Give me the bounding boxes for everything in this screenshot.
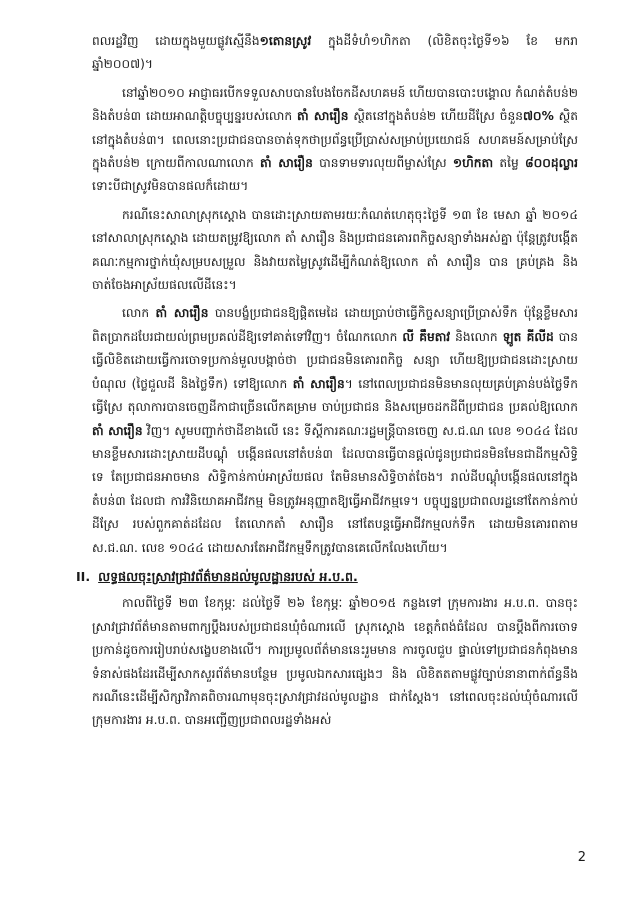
- text-run-bold: តាំ សារឿន: [260, 156, 313, 171]
- text-run-bold: ឡូត គីលីដ: [502, 329, 554, 344]
- text-run: ករណីនេះសាលាស្រុកស្តោង បានដោះស្រាយតាមរយៈកំណត់ហេតុចុះថ្ងៃទី ១៣ ខែ មេសា ឆ្នាំ ២០១៤ នៅសាលាស្រុកស្តោង ដោយតម្រូវឱ្យលោក តាំ សារឿន និងប្រជាជនគោរពកិច្ចសន្យាទាំងអស់គ្នា ប៉ុន្តែត្រូវបង្កើតគណៈកម្មការថ្នាក់ឃុំសម្របសម្រួល និងវាយតម្លៃស្រូវដើម្បីកំណត់ឱ្យលោក តាំ សារឿន បាន គ្រប់គ្រង និងចាត់ចែងអាស្រ័យផលលើដីនេះ។: [92, 207, 578, 293]
- text-run: ទោះបីជាស្រូវមិនបានផលក៏ដោយ។: [92, 179, 249, 194]
- paragraph-4: [92, 302, 578, 559]
- text-run: លោក: [122, 306, 156, 321]
- section-title: លទ្ធផលចុះស្រាវជ្រាវព័ត៌មានដល់មូលដ្ឋានរបស់ អ.ប.ព.: [98, 568, 358, 584]
- text-run-bold: លី គឹមតាវ: [402, 329, 451, 344]
- text-run-bold: ៧០%: [522, 109, 554, 124]
- paragraph-5: [92, 592, 578, 732]
- text-run-bold: ១ហិកតា: [452, 156, 494, 171]
- text-run: បានធ្វើលិខិតដោយធ្វើការចោទប្រកាន់មួលបង្កាច់ថា ប្រជាជនមិនគោរពកិច្ច សន្យា ហើយឱ្យប្រជាជនដោះស្រាយបំណុល (ថ្លៃជួលដី និងថ្លៃទឹក) ទៅឱ្យលោក: [92, 329, 578, 391]
- text-run: ក្នុងដីទំហំ១ហិកតា (លិខិតចុះថ្ងៃទី១៦ ខែ មករា ឆ្នាំ២០០៧)។: [92, 34, 578, 72]
- text-run-bold: តាំ សារឿន: [155, 306, 209, 321]
- text-run-bold: តាំ សារឿន: [297, 109, 349, 124]
- paragraph-2: [92, 82, 578, 199]
- text-run: បានទាមទារលុយពីម្ចាស់ស្រែ: [312, 156, 453, 171]
- text-run: និងលោក: [450, 329, 503, 344]
- text-run: ស្ថិតនៅក្នុងតំបន់២ ហើយដីស្រែ ចំនួន: [348, 109, 523, 124]
- paragraph-1: [92, 30, 578, 77]
- page-number: 2: [577, 850, 586, 865]
- text-run-bold: ១តោនស្រូវ: [259, 34, 312, 48]
- section-heading: [76, 565, 578, 588]
- section-number: II.: [76, 568, 91, 584]
- text-run-bold: តាំ សារឿន: [292, 376, 345, 391]
- text-run: ។ នៅពេលប្រជាជនមិនមានលុយគ្រប់គ្រាន់បង់ថ្លៃទឹកធ្វើស្រែ តុលាការបានចេញដីកាជាច្រើនលើកគម្រាម ចាប់ប្រជាជន និងសម្រេចដកដីពីប្រជាជន ប្រគល់ឱ្យលោក: [92, 376, 578, 415]
- text-run: ពលរដ្ឋវិញ ដោយក្នុងមួយផ្លូវស្មើនឹង: [92, 34, 260, 48]
- text-run: នៅឆ្នាំ២០១០ អាជ្ញាធរបើកទទួលសាបបានបែងចែកដីសហគមន៍ ហើយបានបោះបង្គោល កំណត់តំបន់២ និងតំបន់៣ ដោយអាណត្តិបច្ចុប្បន្នរបស់លោក: [92, 85, 578, 124]
- text-run: កាលពីថ្ងៃទី ២៣ ខែកុម្ភៈ ដល់ថ្ងៃទី ២៦ ខែកុម្ភៈ ឆ្នាំ២០១៥ កន្លងទៅ ក្រុមការងារ អ.ប.ព. បានចុះស្រាវជ្រាវព័ត៌មានតាមពាក្យប្តឹងរបស់ប្រជាជនឃុំចំណារលើ ស្រុកស្តោង ខេត្តកំពង់ធំដែល បានប្តឹងពីការចោទប្រកាន់ដូចការរៀបរាប់សង្ខេបខាងលើ។ ការប្រមូលព័ត៌មាននេះរួមមាន ការចូលជួប ផ្ទាល់ទៅប្រជាជនកំពុងមានទំនាស់ផងដែរដើម្បីសាកសួរព័ត៌មានបន្ថែម ប្រមូលឯកសារផ្សេងៗ និង លិខិតតតាមផ្លូវច្បាប់នានាពាក់ព័ន្ធនឹងករណីនេះដើម្បីសិក្សាវិភាគពិចារណាមុនចុះស្រាវជ្រាវដល់មូលដ្ឋាន ជាក់ស្តែង។ នៅពេលចុះដល់ឃុំចំណារលើ ក្រុមការងារ អ.ប.ព. បានអញ្ជើញប្រជាពលរដ្ឋទាំងអស់: [92, 596, 578, 728]
- text-run-bold: តាំ សារឿន: [92, 423, 143, 438]
- text-run: តម្លៃ: [493, 156, 526, 171]
- text-run-bold: ៨០០ដុល្លារ: [525, 156, 578, 171]
- text-run: វិញ។ សូមបញ្ជាក់ថាដីខាងលើ នេះ ទីស្តីការគណៈរដ្ឋមន្ត្រីបានចេញ ស.ជ.ណ លេខ ១០៤៤ ដែលមានខ្លឹមសារដោះស្រាយដីបណ្តុំ បង្កើនផលនៅតំបន់៣ ដែលបានធ្វើបានផ្តល់ជូនប្រជាជនមិនមែនជាដីកម្មសិទ្ធិទេ តែប្រជាជនអាចមាន សិទ្ធិកាន់កាប់អាស្រ័យផល តែមិនមានសិទ្ធិចាត់ចែង។ រាល់ដីបណ្តុំបង្កើនផលនៅក្នុងតំបន់៣ ដែលជា ការវិនិយោគអាជីវកម្ម មិនត្រូវអនុញ្ញាតឱ្យធ្វើអាជីវកម្មទេ។ បច្ចុប្បន្នប្រជាពលរដ្ឋនៅតែកាន់កាប់ដីស្រែ របស់ពួកគាត់ដដែល តែលោកតាំ សារឿន នៅតែបន្តធ្វើអាជីវកម្មលក់ទឹក ដោយមិនគោរពតាម ស.ជ.ណ. លេខ ១០៤៤ ដោយសារតែអាជីវកម្មទឹកត្រូវបានគេលើកលែងហើយ។: [92, 423, 578, 555]
- text-run: បានបង្ខំប្រជាជនឱ្យផ្តិតមេដៃ ដោយប្រាប់ថាធ្វើកិច្ចសន្យាប្រើប្រាស់ទឹក ប៉ុន្តែខ្លឹមសារ ពិតប្រាកដបែរជាយល់ព្រមប្រគល់ដីឱ្យទៅគាត់ទៅវិញ។ ចំណែកលោក: [92, 306, 579, 344]
- paragraph-3: [92, 204, 578, 298]
- text-run: ស្ថិតនៅក្នុងតំបន់៣។ ពេលនោះប្រជាជនបានចាត់ទុកថាប្រព័ន្ធប្រើប្រាស់សម្រាប់ប្រយោជន៍ សហគមន៍សម្រាប់ស្រែក្នុងតំបន់២ ក្រោយពីកាលណាលោក: [92, 109, 579, 171]
